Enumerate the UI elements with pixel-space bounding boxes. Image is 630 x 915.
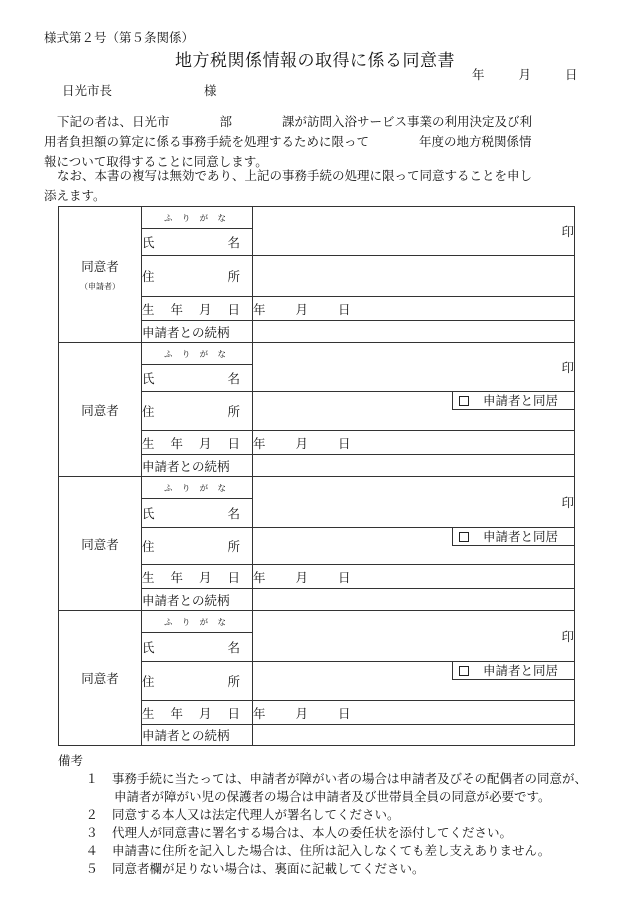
kana-char: が — [199, 213, 209, 224]
remark-item — [58, 806, 618, 824]
remark-text: 事務手続に当たっては、申請者が障がい者の場合は申請者及びその配偶者の同意が、 — [112, 771, 588, 786]
checkbox-icon[interactable] — [459, 396, 469, 406]
kana-char: ふ — [164, 349, 173, 360]
remark-number: ５ — [85, 861, 98, 876]
kana-char: ふ — [164, 213, 173, 224]
remark-number: ４ — [85, 843, 98, 858]
dob-month-label: 月 — [295, 435, 309, 451]
furigana-label — [142, 343, 253, 365]
name-label — [142, 499, 253, 528]
furigana-label — [142, 611, 253, 633]
relation-label: 申請者との続柄 — [142, 321, 253, 343]
paragraph-line: 添えます。 — [44, 188, 106, 203]
name-label — [142, 229, 253, 256]
relation-label: 申請者との続柄 — [142, 455, 253, 477]
label-char: 日 — [227, 435, 240, 451]
remark-text: 代理人が同意書に署名する場合は、本人の委任状を添付してください。 — [112, 825, 513, 840]
date-year-label: 年 — [472, 67, 485, 82]
checkbox-icon[interactable] — [459, 532, 469, 542]
label-char: 所 — [227, 674, 240, 689]
remark-number: ２ — [85, 807, 98, 822]
label-char: 氏 — [142, 371, 155, 386]
label-char: 名 — [227, 640, 240, 655]
consent-table — [58, 206, 575, 746]
dob-month-label: 月 — [295, 705, 309, 721]
address-label — [142, 392, 253, 431]
label-char: 住 — [142, 674, 155, 689]
kana-char: が — [199, 349, 209, 360]
dob-month-label: 月 — [295, 301, 309, 317]
remark-item — [58, 860, 618, 878]
cohabit-checkbox-field[interactable] — [452, 391, 574, 410]
paragraph-line: なお、本書の複写は無効であり、上記の事務手続の処理に限って同意することを申し — [57, 168, 533, 183]
group-label: 同意者 — [81, 671, 119, 686]
dob-year-label: 年 — [253, 301, 266, 317]
dob-month-label: 月 — [295, 569, 309, 585]
kana-char: が — [199, 617, 209, 628]
name-field[interactable] — [253, 207, 575, 256]
label-char: 所 — [227, 539, 240, 554]
date-month-label: 月 — [518, 67, 531, 82]
addressee-name: 日光市長 — [62, 83, 113, 98]
group-label: 同意者 — [81, 402, 119, 418]
kana-char: ふ — [164, 483, 173, 494]
label-char: 名 — [227, 235, 240, 250]
dob-field[interactable] — [253, 701, 575, 725]
paragraph-line: 下記の者は、日光市 部 課が訪問入浴サービス事業の利用決定及び利 — [57, 114, 533, 129]
address-label — [142, 256, 253, 297]
remark-number: １ — [85, 771, 98, 786]
label-char: 住 — [142, 404, 155, 419]
addressee — [62, 81, 217, 99]
label-char: 月 — [198, 301, 212, 317]
document-title: 地方税関係情報の取得に係る同意書 — [175, 51, 455, 71]
kana-char: り — [181, 483, 191, 494]
cohabit-label: 申請者と同居 — [483, 393, 559, 408]
dob-day-label: 日 — [338, 705, 351, 721]
name-label — [142, 365, 253, 392]
dob-label — [142, 565, 253, 589]
name-field[interactable] — [253, 611, 575, 662]
label-char: 月 — [198, 569, 212, 585]
label-char: 住 — [142, 269, 155, 284]
kana-char: な — [217, 483, 226, 494]
addressee-suffix: 様 — [204, 83, 217, 98]
kana-char: り — [181, 617, 191, 628]
remark-item — [58, 842, 618, 860]
remark-item — [58, 824, 618, 842]
dob-year-label: 年 — [253, 569, 266, 585]
kana-char: が — [199, 483, 209, 494]
label-char: 年 — [170, 301, 183, 317]
consenter-group-label — [59, 611, 142, 746]
relation-field[interactable] — [253, 725, 575, 746]
relation-field[interactable] — [253, 455, 575, 477]
group-label: 同意者 — [81, 536, 119, 552]
label-char: 所 — [227, 404, 240, 419]
label-char: 名 — [227, 371, 240, 386]
cohabit-label: 申請者と同居 — [483, 529, 559, 544]
relation-label: 申請者との続柄 — [142, 589, 253, 611]
label-char: 生 — [142, 569, 155, 585]
address-label — [142, 528, 253, 565]
dob-field[interactable] — [253, 297, 575, 321]
dob-year-label: 年 — [253, 435, 266, 451]
seal-mark: 印 — [561, 224, 574, 239]
cohabit-checkbox-field[interactable] — [452, 661, 574, 680]
label-char: 氏 — [142, 506, 155, 521]
furigana-label — [142, 207, 253, 229]
consenter-group-label — [59, 343, 142, 477]
group-label: 同意者 — [81, 259, 119, 274]
group-sublabel: （申請者） — [80, 282, 120, 291]
remark-text: 申請書に住所を記入した場合は、住所は記入しなくても差し支えありません。 — [112, 843, 551, 858]
dob-label — [142, 431, 253, 455]
cohabit-checkbox-field[interactable] — [452, 527, 574, 546]
address-label — [142, 662, 253, 701]
label-char: 月 — [198, 705, 212, 721]
label-char: 生 — [142, 435, 155, 451]
dob-day-label: 日 — [338, 435, 351, 451]
name-label — [142, 633, 253, 662]
remark-number: ３ — [85, 825, 98, 840]
kana-char: な — [217, 617, 226, 628]
address-field[interactable] — [253, 256, 575, 297]
label-char: 日 — [227, 301, 240, 317]
dob-field[interactable] — [253, 431, 575, 455]
label-char: 所 — [227, 269, 240, 284]
kana-char: ふ — [164, 617, 173, 628]
name-field[interactable] — [253, 477, 575, 528]
label-char: 日 — [227, 705, 240, 721]
kana-char: り — [181, 213, 191, 224]
furigana-label — [142, 477, 253, 499]
checkbox-icon[interactable] — [459, 666, 469, 676]
label-char: 年 — [170, 435, 183, 451]
remark-item — [58, 770, 618, 788]
label-char: 月 — [198, 435, 212, 451]
relation-field[interactable] — [253, 321, 575, 343]
address-field[interactable] — [253, 528, 575, 565]
label-char: 氏 — [142, 640, 155, 655]
note-paragraph — [44, 166, 592, 206]
cohabit-label: 申請者と同居 — [483, 663, 559, 678]
seal-mark: 印 — [561, 629, 574, 644]
seal-mark: 印 — [561, 360, 574, 375]
dob-field[interactable] — [253, 565, 575, 589]
remark-text: 同意する本人又は法定代理人が署名してください。 — [112, 807, 400, 822]
label-char: 生 — [142, 301, 155, 317]
paragraph-line: 用者負担額の算定に係る事務手続を処理するために限って 年度の地方税関係情 — [44, 134, 532, 149]
dob-day-label: 日 — [338, 569, 351, 585]
dob-label — [142, 701, 253, 725]
label-char: 住 — [142, 539, 155, 554]
dob-day-label: 日 — [338, 301, 351, 317]
dob-label — [142, 297, 253, 321]
remark-text: 同意者欄が足りない場合は、裏面に記載してください。 — [112, 861, 425, 876]
date-day-label: 日 — [564, 67, 578, 82]
remark-continuation: 申請者が障がい児の保護者の場合は申請者及び世帯員全員の同意が必要です。 — [114, 789, 551, 804]
kana-char: な — [217, 213, 226, 224]
relation-field[interactable] — [253, 589, 575, 611]
remarks-heading: 備考 — [58, 753, 84, 768]
consent-paragraph — [44, 112, 592, 172]
address-field[interactable] — [253, 662, 575, 701]
seal-mark: 印 — [561, 495, 574, 510]
relation-label: 申請者との続柄 — [142, 725, 253, 746]
kana-char: な — [217, 349, 226, 360]
dob-year-label: 年 — [253, 705, 266, 721]
submission-date[interactable] — [472, 65, 577, 83]
label-char: 日 — [227, 569, 240, 585]
label-char: 年 — [170, 705, 183, 721]
label-char: 氏 — [142, 235, 155, 250]
paragraph-line: 報について取得することに同意します。 — [44, 154, 268, 169]
consenter-group-label — [59, 477, 142, 611]
remarks — [58, 752, 618, 878]
consenter-group-label — [59, 207, 142, 343]
label-char: 年 — [170, 569, 183, 585]
form-number: 様式第２号（第５条関係） — [44, 30, 195, 45]
label-char: 名 — [227, 506, 240, 521]
kana-char: り — [181, 349, 191, 360]
label-char: 生 — [142, 705, 155, 721]
address-field[interactable] — [253, 392, 575, 431]
name-field[interactable] — [253, 343, 575, 392]
